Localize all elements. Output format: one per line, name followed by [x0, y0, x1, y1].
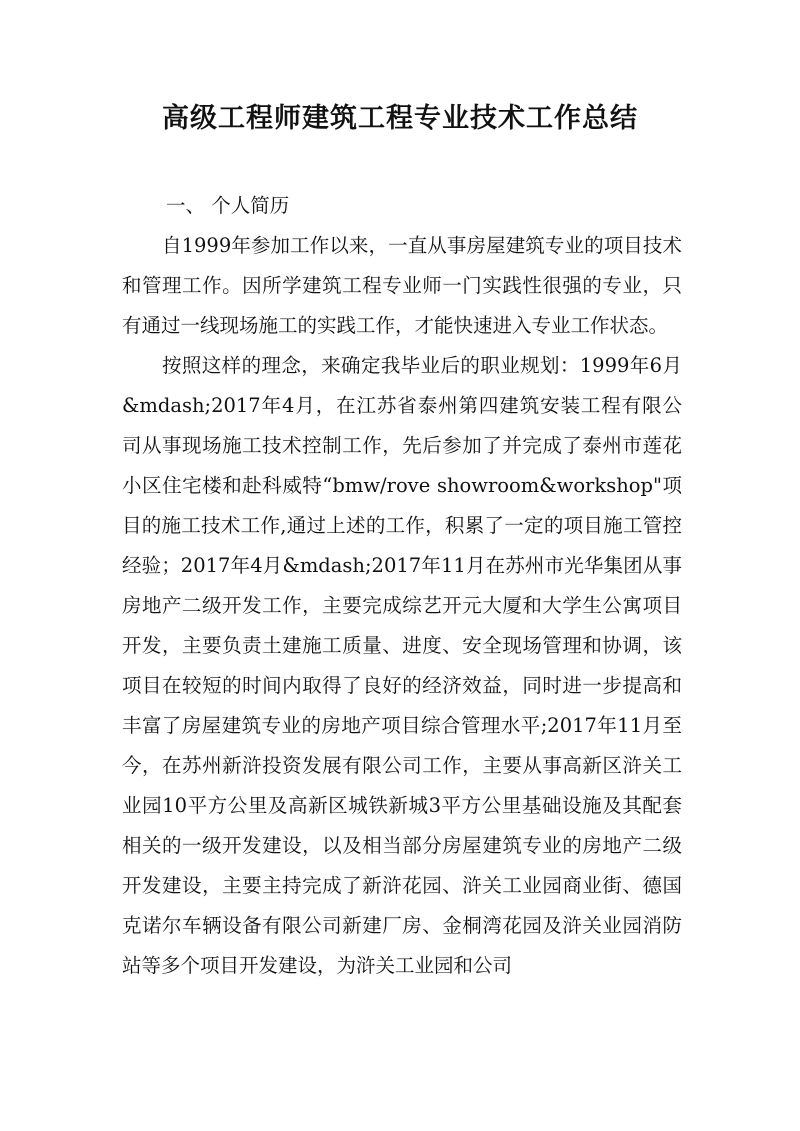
paragraph: 自1999年参加工作以来，一直从事房屋建筑专业的项目技术和管理工作。因所学建筑工程专业师一门实践性很强的专业，只有通过一线现场施工的实践工作，才能快速进入专业工作状态。	[122, 234, 682, 337]
document-body	[122, 186, 682, 986]
document-title: 高级工程师建筑工程专业技术工作总结	[162, 103, 638, 134]
paragraph: 按照这样的理念，来确定我毕业后的职业规划：1999年6月&mdash;2017年4月，在江苏省泰州第四建筑安装工程有限公司从事现场施工技术控制工作，先后参加了并完成了泰州市莲花小区住宅楼和赴科威特“bmw/rove showroom&workshop"项目的施工技术工作,通过上述的工作，积累了一定的项目施工管控经验；2017年4月&mdash;2017年11月在苏州市光华集团从事房地产二级开发工作，主要完成综艺开元大厦和大学生公寓项目开发，主要负责土建施工质量、进度、安全现场管理和协调，该项目在较短的时间内取得了良好的经济效益，同时进一步提高和丰富了房屋建筑专业的房地产项目综合管理水平;2017年11月至今，在苏州新浒投资发展有限公司工作，主要从事高新区浒关工业园10平方公里及高新区城铁新城3平方公里基础设施及其配套相关的一级开发建设，以及相当部分房屋建筑专业的房地产二级开发建设，主要主持完成了新浒花园、浒关工业园商业街、德国克诺尔车辆设备有限公司新建厂房、金桐湾花园及浒关业园消防站等多个项目开发建设，为浒关工业园和公司	[122, 354, 682, 977]
section-heading: 一、 个人简历	[166, 194, 290, 217]
